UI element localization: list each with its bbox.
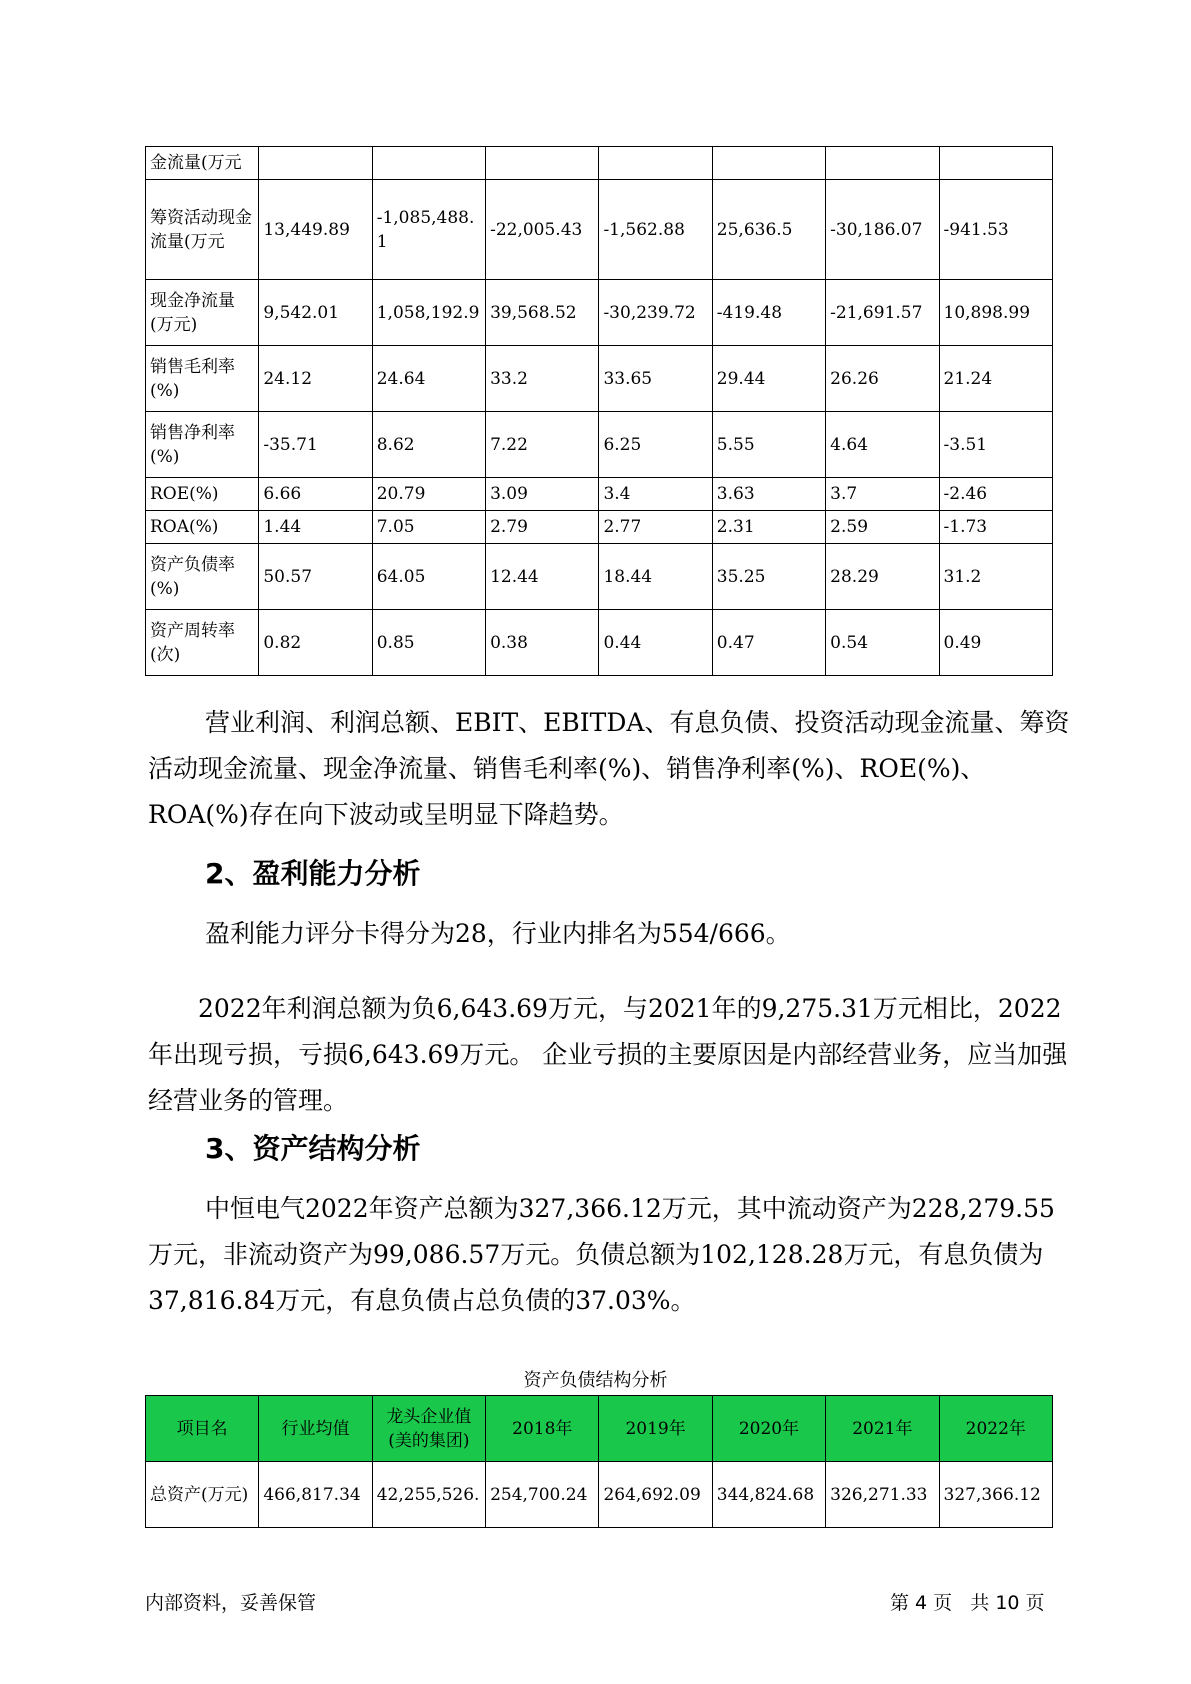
table-caption: 资产负债结构分析 — [523, 1370, 668, 1391]
table-cell: 254,700.24 — [486, 1462, 599, 1528]
table-cell: -2.46 — [939, 478, 1052, 511]
table-cell: 39,568.52 — [486, 280, 599, 346]
row-label: ROE(%) — [146, 478, 259, 511]
table-cell: -1.73 — [939, 511, 1052, 544]
table-cell: 344,824.68 — [712, 1462, 825, 1528]
table-cell — [826, 147, 939, 180]
section-heading-profitability: 2、盈利能力分析 — [205, 857, 421, 890]
table-cell: 326,271.33 — [826, 1462, 939, 1528]
table-row — [146, 180, 1053, 280]
table-cell: 2.79 — [486, 511, 599, 544]
table-cell — [259, 147, 372, 180]
profit-paragraph: 2022年利润总额为负6,643.69万元，与2021年的9,275.31万元相比，2022年出现亏损，亏损6,643.69万元。 企业亏损的主要原因是内部经营业务，应当加强经营业务的管理。 — [148, 994, 1068, 1115]
column-header: 行业均值 — [259, 1396, 372, 1462]
table-cell: -21,691.57 — [826, 280, 939, 346]
column-header: 2022年 — [939, 1396, 1052, 1462]
table-cell: -30,239.72 — [599, 280, 712, 346]
table-cell: 0.44 — [599, 610, 712, 676]
table-cell: 18.44 — [599, 544, 712, 610]
table-cell: 64.05 — [372, 544, 485, 610]
row-label: 总资产(万元) — [146, 1462, 259, 1528]
table-cell: 6.25 — [599, 412, 712, 478]
table-cell: 2.31 — [712, 511, 825, 544]
section-heading-asset-structure: 3、资产结构分析 — [205, 1132, 421, 1165]
table-cell: 10,898.99 — [939, 280, 1052, 346]
row-label: 资产负债率(%) — [146, 544, 259, 610]
table-cell: 42,255,526. — [372, 1462, 485, 1528]
table-cell: -22,005.43 — [486, 180, 599, 280]
table-cell — [372, 147, 485, 180]
row-label: 销售毛利率(%) — [146, 346, 259, 412]
table-cell: -3.51 — [939, 412, 1052, 478]
table-cell: -1,085,488.1 — [372, 180, 485, 280]
table-cell: 0.85 — [372, 610, 485, 676]
table-cell: -419.48 — [712, 280, 825, 346]
table-cell — [939, 147, 1052, 180]
table-cell: 1,058,192.9 — [372, 280, 485, 346]
column-header: 2019年 — [599, 1396, 712, 1462]
column-header: 龙头企业值(美的集团) — [372, 1396, 485, 1462]
table-cell: 50.57 — [259, 544, 372, 610]
table-cell: 25,636.5 — [712, 180, 825, 280]
table-cell: 5.55 — [712, 412, 825, 478]
table-cell: 3.63 — [712, 478, 825, 511]
table-row — [146, 147, 1053, 180]
table-cell: 0.47 — [712, 610, 825, 676]
trend-paragraph: 营业利润、利润总额、EBIT、EBITDA、有息负债、投资活动现金流量、筹资活动现金流量、现金净流量、销售毛利率(%)、销售净利率(%)、ROE(%)、ROA(%)存在向下波动或呈明显下降趋势。 — [148, 708, 1070, 829]
table-cell — [712, 147, 825, 180]
table-cell: -30,186.07 — [826, 180, 939, 280]
table-cell: 33.2 — [486, 346, 599, 412]
table-cell: 21.24 — [939, 346, 1052, 412]
table-row — [146, 478, 1053, 511]
table-row — [146, 346, 1053, 412]
table-cell: 3.7 — [826, 478, 939, 511]
table-cell: 6.66 — [259, 478, 372, 511]
row-label: 现金净流量(万元) — [146, 280, 259, 346]
column-header: 2018年 — [486, 1396, 599, 1462]
table-cell: 33.65 — [599, 346, 712, 412]
table-cell: 327,366.12 — [939, 1462, 1052, 1528]
table-cell: 9,542.01 — [259, 280, 372, 346]
table-row — [146, 280, 1053, 346]
table-cell: 4.64 — [826, 412, 939, 478]
table-cell: 2.59 — [826, 511, 939, 544]
table-cell: 466,817.34 — [259, 1462, 372, 1528]
table-cell: -1,562.88 — [599, 180, 712, 280]
table-cell: 3.4 — [599, 478, 712, 511]
row-label: ROA(%) — [146, 511, 259, 544]
table-cell — [486, 147, 599, 180]
footer-confidential-note: 内部资料，妥善保管 — [145, 1592, 317, 1614]
asset-liability-structure-table — [145, 1395, 1053, 1528]
column-header: 2021年 — [826, 1396, 939, 1462]
table-cell: 7.22 — [486, 412, 599, 478]
financial-indicators-table — [145, 146, 1053, 676]
row-label: 资产周转率(次) — [146, 610, 259, 676]
table-row — [146, 511, 1053, 544]
table-cell: 28.29 — [826, 544, 939, 610]
table-cell: 0.49 — [939, 610, 1052, 676]
table-row — [146, 544, 1053, 610]
table-cell: -941.53 — [939, 180, 1052, 280]
table-header-row — [146, 1396, 1053, 1462]
table-cell: 12.44 — [486, 544, 599, 610]
table-row — [146, 610, 1053, 676]
table-cell: 8.62 — [372, 412, 485, 478]
table-cell: -35.71 — [259, 412, 372, 478]
table-cell: 20.79 — [372, 478, 485, 511]
table-cell: 35.25 — [712, 544, 825, 610]
table-cell: 24.12 — [259, 346, 372, 412]
table-cell — [599, 147, 712, 180]
assets-paragraph: 中恒电气2022年资产总额为327,366.12万元，其中流动资产为228,279.55万元，非流动资产为99,086.57万元。负债总额为102,128.28万元，有息负债为37,816.84万元，有息负债占总负债的37.03%。 — [148, 1194, 1055, 1315]
row-label: 销售净利率(%) — [146, 412, 259, 478]
footer-page-number: 第 4 页 共 10 页 — [890, 1592, 1045, 1614]
table-cell: 13,449.89 — [259, 180, 372, 280]
table-cell: 0.82 — [259, 610, 372, 676]
table-row — [146, 412, 1053, 478]
table-cell: 0.38 — [486, 610, 599, 676]
table-cell: 26.26 — [826, 346, 939, 412]
table-cell: 3.09 — [486, 478, 599, 511]
score-paragraph: 盈利能力评分卡得分为28，行业内排名为554/666。 — [205, 919, 791, 948]
table-cell: 24.64 — [372, 346, 485, 412]
table-cell: 2.77 — [599, 511, 712, 544]
row-label: 金流量(万元 — [146, 147, 259, 180]
column-header: 2020年 — [712, 1396, 825, 1462]
row-label: 筹资活动现金流量(万元 — [146, 180, 259, 280]
table-row — [146, 1462, 1053, 1528]
table-cell: 29.44 — [712, 346, 825, 412]
table-cell: 0.54 — [826, 610, 939, 676]
table-cell: 264,692.09 — [599, 1462, 712, 1528]
table-cell: 7.05 — [372, 511, 485, 544]
column-header: 项目名 — [146, 1396, 259, 1462]
table-cell: 31.2 — [939, 544, 1052, 610]
table-cell: 1.44 — [259, 511, 372, 544]
